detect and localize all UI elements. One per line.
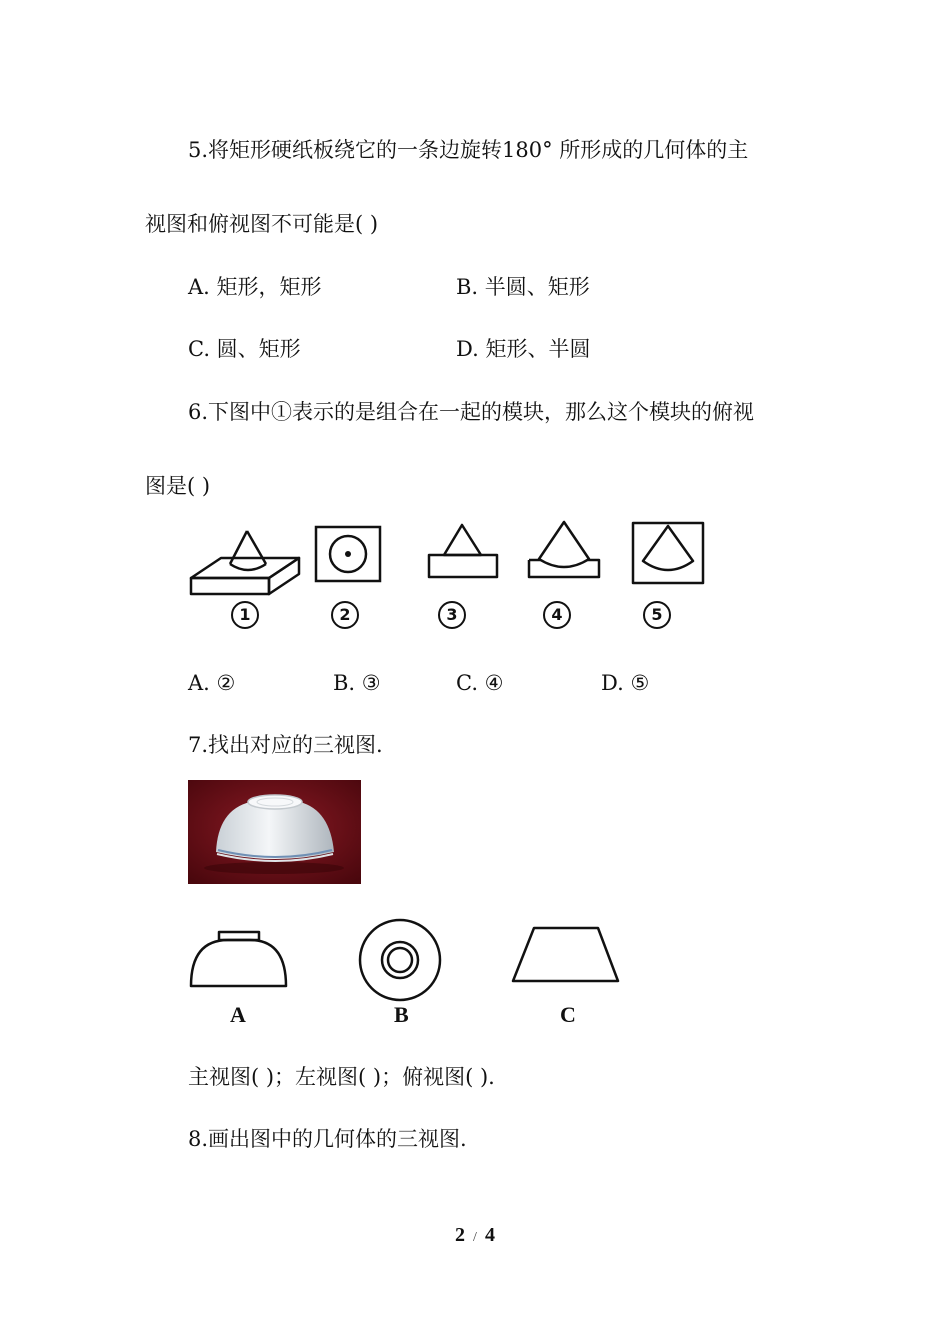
q7-view-label-c: C (560, 1002, 576, 1027)
q6-figure-label-4: 4 (543, 601, 571, 629)
q5-option-c: C. 圆、矩形 (188, 337, 301, 361)
q8-line1: 8.画出图中的几何体的三视图. (188, 1127, 467, 1151)
q6-option-b: B. ③ (333, 671, 381, 695)
page-total: 4 (484, 1224, 495, 1246)
q6-figure-1-slab-cone (186, 528, 304, 598)
q6-figure-4-sector-rect (526, 519, 602, 581)
page-number (0, 1224, 950, 1247)
q7-view-a-dome (188, 928, 290, 990)
page-separator: / (473, 1230, 477, 1245)
q5-option-d: D. 矩形、半圆 (456, 337, 591, 361)
q7-line1: 7.找出对应的三视图. (188, 733, 383, 757)
q6-line2: 图是( ) (145, 474, 211, 498)
q6-figure-label-5: 5 (643, 601, 671, 629)
q5-option-a: A. 矩形，矩形 (188, 275, 322, 299)
q5-line1: 5.将矩形硬纸板绕它的一条边旋转180° 所形成的几何体的主 (188, 138, 749, 162)
q7-answer-line: 主视图( )；左视图( )；俯视图( ). (188, 1065, 495, 1089)
q6-option-d: D. ⑤ (601, 671, 650, 695)
q5-line2: 视图和俯视图不可能是( ) (145, 212, 379, 236)
q6-option-a: A. ② (188, 671, 236, 695)
q7-view-b-circles (357, 918, 443, 1002)
q6-figure-label-3: 3 (438, 601, 466, 629)
q6-figure-label-2: 2 (331, 601, 359, 629)
q6-line1: 6.下图中①表示的是组合在一起的模块，那么这个模块的俯视 (188, 400, 755, 424)
q6-figure-3-rect-triangle (426, 522, 500, 580)
q6-option-c: C. ④ (456, 671, 504, 695)
q7-bowl-photo (188, 780, 361, 884)
q7-view-label-b: B (394, 1002, 409, 1027)
q7-view-c-trapezoid (510, 925, 622, 985)
q7-view-label-a: A (230, 1002, 246, 1027)
q6-figure-2-square-circle (314, 525, 382, 583)
q5-option-b: B. 半圆、矩形 (456, 275, 590, 299)
q6-figure-label-1: 1 (231, 601, 259, 629)
q6-figure-5-sector-square (631, 521, 705, 585)
page-current: 2 (455, 1224, 466, 1246)
